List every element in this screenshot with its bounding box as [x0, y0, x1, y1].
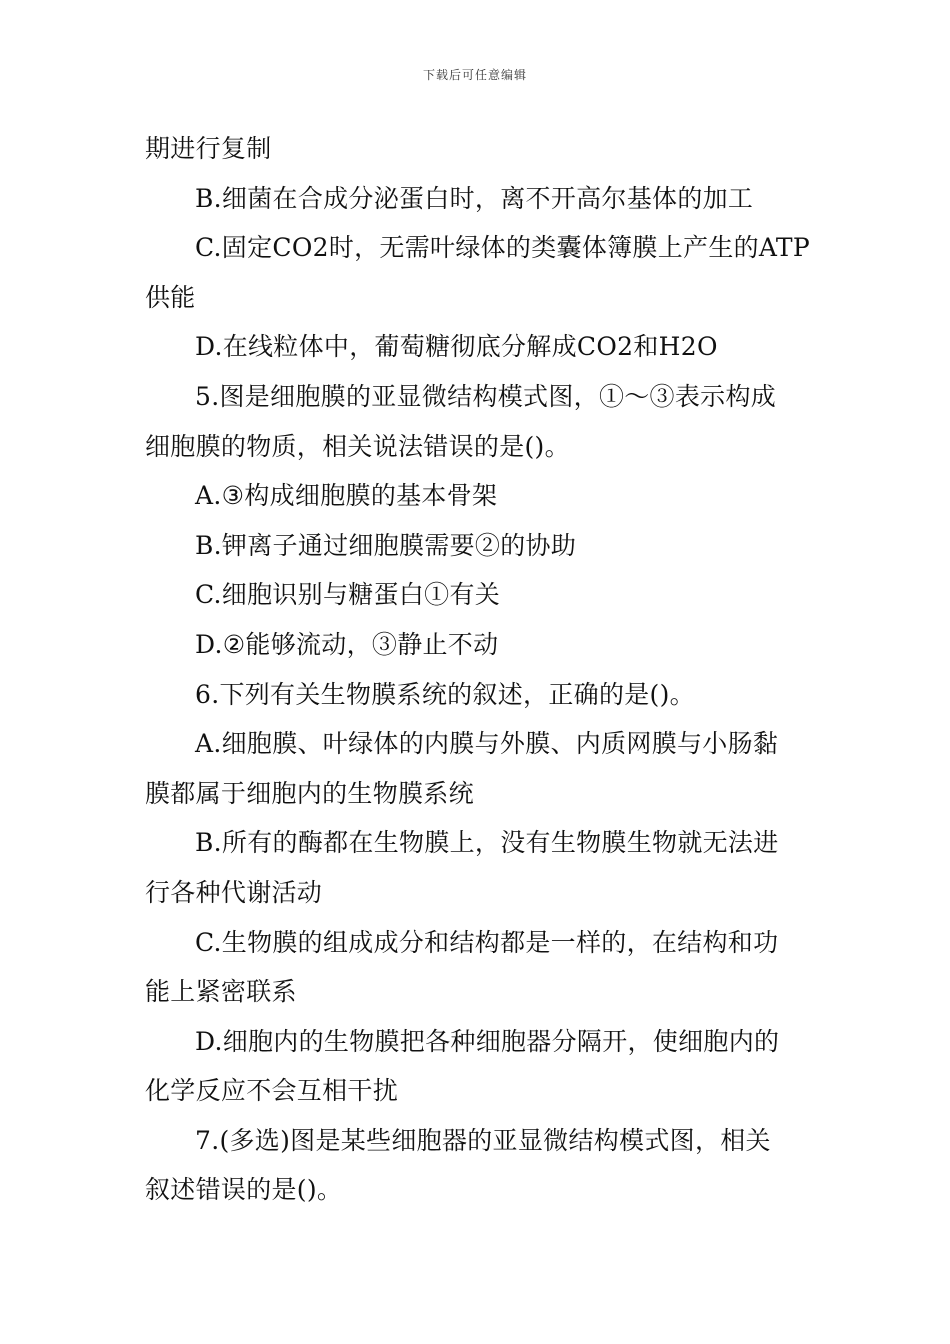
option-b: B.所有的酶都在生物膜上，没有生物膜生物就无法进 — [195, 828, 779, 858]
text-line: 膜都属于细胞内的生物膜系统 — [145, 778, 474, 808]
option-a: A.细胞膜、叶绿体的内膜与外膜、内质网膜与小肠黏 — [195, 729, 779, 759]
question-7-stem: 7.(多选)图是某些细胞器的亚显微结构模式图，相关 — [195, 1125, 771, 1155]
text-line: 供能 — [145, 282, 196, 312]
text-line: 行各种代谢活动 — [145, 877, 323, 907]
page-header: 下载后可任意编辑 — [422, 68, 527, 82]
text-line: 细胞膜的物质，相关说法错误的是()。 — [145, 431, 570, 461]
text-line: C.固定CO2时，无需叶绿体的类囊体簿膜上产生的ATP — [195, 233, 810, 263]
text-line: 叙述错误的是()。 — [145, 1175, 343, 1205]
document-body — [145, 124, 810, 1215]
text-line: D.在线粒体中，葡萄糖彻底分解成CO2和H2O — [195, 332, 718, 362]
text-line: 能上紧密联系 — [145, 977, 297, 1007]
text-line: B.细菌在合成分泌蛋白时，离不开高尔基体的加工 — [195, 183, 754, 213]
option-d: D.细胞内的生物膜把各种细胞器分隔开，使细胞内的 — [195, 1026, 780, 1056]
question-5-stem: 5.图是细胞膜的亚显微结构模式图，①～③表示构成 — [195, 381, 777, 411]
question-6-stem: 6.下列有关生物膜系统的叙述，正确的是()。 — [195, 679, 695, 709]
text-line: 化学反应不会互相干扰 — [145, 1076, 399, 1106]
option-d: D.②能够流动，③静止不动 — [195, 629, 499, 659]
option-c: C.生物膜的组成成分和结构都是一样的，在结构和功 — [195, 927, 779, 957]
option-b: B.钾离子通过细胞膜需要②的协助 — [195, 530, 577, 560]
option-c: C.细胞识别与糖蛋白①有关 — [195, 580, 501, 610]
option-a: A.③构成细胞膜的基本骨架 — [195, 481, 498, 511]
text-line: 期进行复制 — [145, 134, 272, 163]
